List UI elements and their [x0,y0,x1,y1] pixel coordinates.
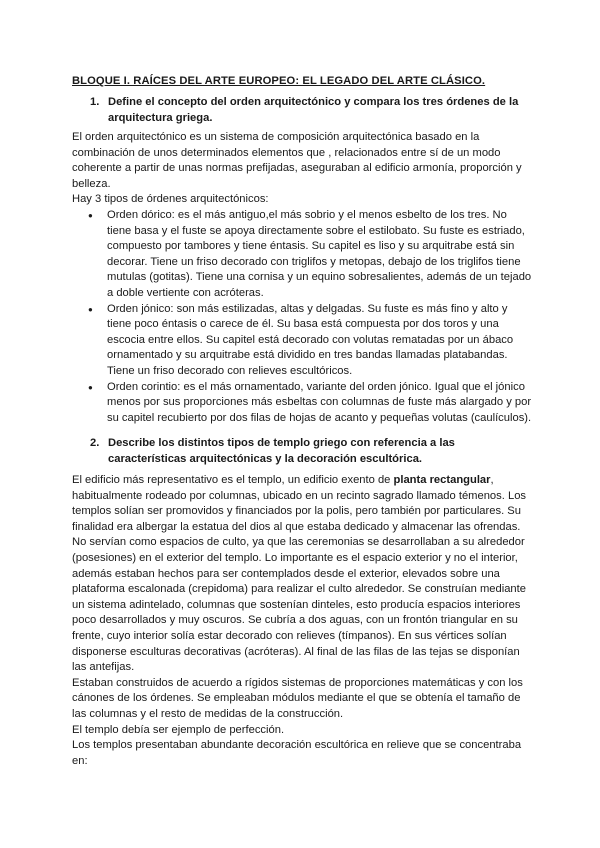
planta-rectangular-term: planta rectangular [393,474,491,486]
temple-perfection-paragraph: El templo debía ser ejemplo de perfección. [72,723,285,736]
question-1-number: 1. [90,96,100,108]
question-2-body [72,473,534,769]
temple-intro-end: , habitualmente rodeado por columnas, ubicado en un recinto sagrado llamado témenos. Los templos solían ser promovidos y financiados por la polis, pero también por particulares. Su finalidad era albergar la estatua del dios al que estaba dedicado y almacenar las ofrendas. [72,474,527,533]
list-item-doric: ● Orden dórico: es el más antiguo,el más sobrio y el menos esbelto de los tres. No tiene basa y el fuste se apoya directamente sobre el estilobato. Su fuste es estriado, compuesto por tambores y tiene éntasis. Su capitel es liso y su arquitrabe está sin decorar. Tiene un friso decorado con triglifos y metopas, debajo de los triglifos tiene mutulas (gotitas). Tiene una cornisa y un equino sobresalientes, además de un tejado a doble vertiente con acróteras. [88,208,534,302]
temple-cult-paragraph: No servían como espacios de culto, ya que las ceremonias se desarrollaban a su alrededor (posesiones) en el exterior del templo. Lo importante es el espacio exterior y no el interior, además estaban hechos para ser contemplados desde el exterior, elevados sobre una plataforma escalonada (crepidoma) para realizar el culto alrededor. Se construían mediante un sistema adintelado, columnas que sostenían dinteles, esto producía espacios interiores poco desarrollados y muy oscuros. Se cubría a dos aguas, con un frontón triangular en su frente, cuyo interior solía estar decorado con relieves (tímpanos). En sus vértices solían disponerse esculturas decorativas (acróteras). Al final de las filas de las tejas se disponían las antefijas. [72,536,526,674]
orden-definition-paragraph: El orden arquitectónico es un sistema de composición arquitectónica basado en la combinación de unos determinados elementos que , relacionados entre sí de un modo coherente a partir de unas normas prefijadas, aseguraban al edificio armonía, proporción y belleza. [72,131,522,190]
list-item-corinthian: ● Orden corintio: es el más ornamentado, variante del orden jónico. Igual que el jónico menos por sus proporciones más esbeltas con columnas de fuste más alargado y por su capitel recubierto por dos filas de hojas de acanto y pequeñas volutas (caulículos). [88,380,534,427]
question-1-body [72,130,534,208]
orders-list [88,208,534,426]
question-2-text: Describe los distintos tipos de templo griego con referencia a las características arquitectónicas y la decoración escultórica. [108,437,455,465]
temple-proportions-paragraph: Estaban construidos de acuerdo a rígidos sistemas de proporciones matemáticas y con los cánones de los órdenes. Se empleaban módulos mediante el que se obtenía el tamaño de las columnas y el resto de medidas de la construcción. [72,676,523,720]
block-heading: BLOQUE I. RAÍCES DEL ARTE EUROPEO: EL LEGADO DEL ARTE CLÁSICO. [72,75,486,87]
temple-intro-start: El edificio más representativo es el templo, un edificio exento de [72,474,394,486]
question-2-number: 2. [90,437,100,449]
list-item-ionic: ● Orden jónico: son más estilizadas, altas y delgadas. Su fuste es más fino y alto y tiene poco éntasis o carece de él. Su basa está compuesta por dos toros y una escocia entre ellos. Su capitel está decorado con volutas rematadas por un ábaco ornamentado y su arquitrabe está dividido en tres bandas llamadas platabandas. Tiene un friso decorado con relieves escultóricos. [88,302,534,380]
temple-decoration-paragraph: Los templos presentaban abundante decoración escultórica en relieve que se concentraba en: [72,739,522,767]
temple-intro-paragraph [72,473,534,535]
orden-types-lead: Hay 3 tipos de órdenes arquitectónicos: [72,193,269,206]
question-1-text: Define el concepto del orden arquitectónico y compara los tres órdenes de la arquitectura griega. [108,96,519,124]
